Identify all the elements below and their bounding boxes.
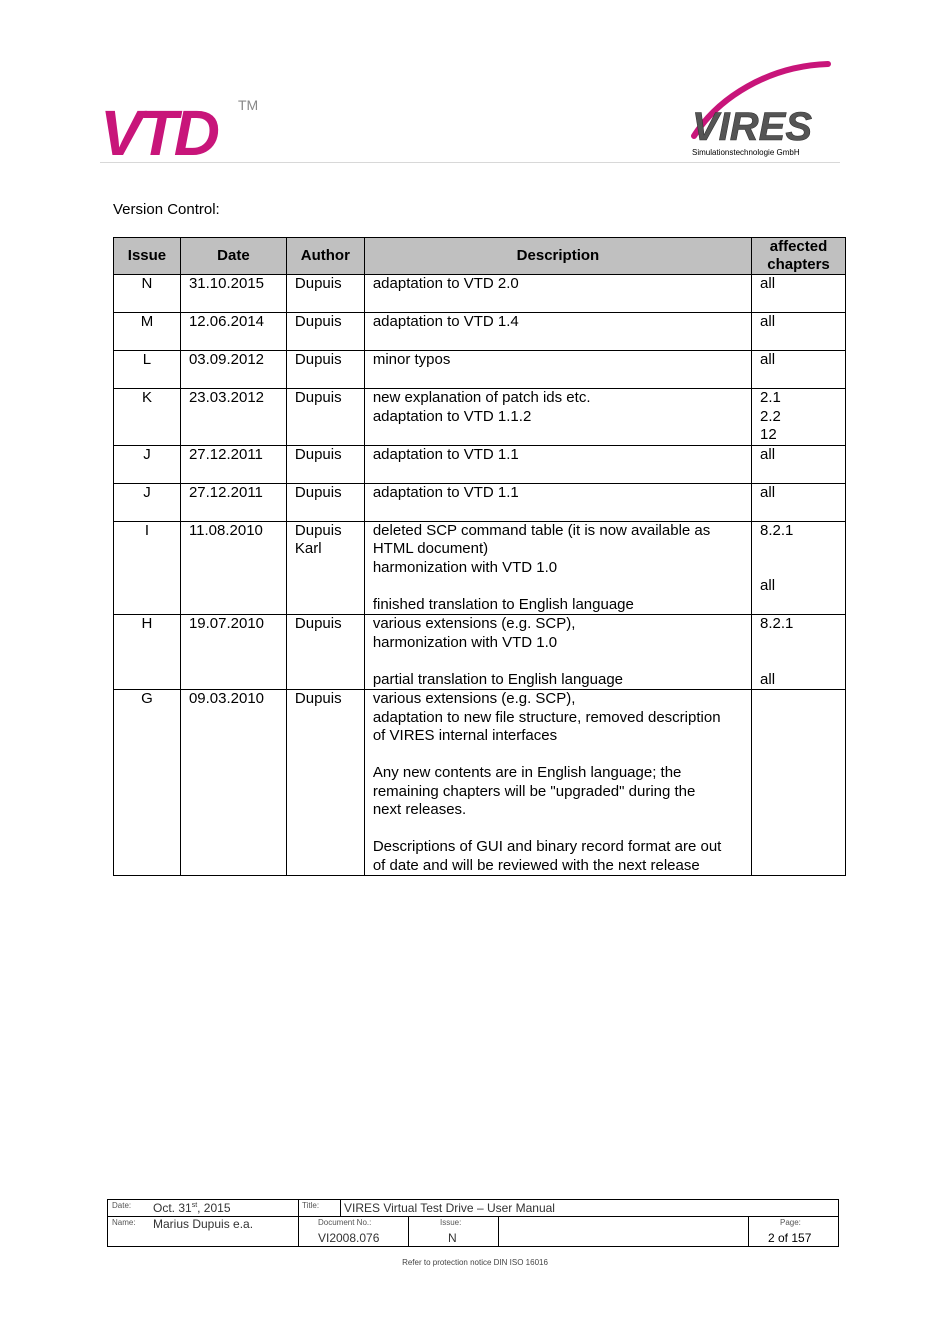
col-header-author: Author	[286, 238, 364, 275]
cell-description-line: new explanation of patch ids etc.	[372, 389, 591, 406]
cell-description	[364, 389, 751, 446]
cell-description	[364, 521, 751, 615]
cell-date: 23.03.2012	[180, 389, 286, 446]
footer-divider	[298, 1217, 299, 1246]
cell-author	[286, 351, 364, 389]
table-row	[114, 389, 846, 446]
header-divider	[100, 162, 840, 163]
footer-divider	[498, 1217, 499, 1246]
cell-chapters-line	[760, 596, 837, 615]
footer-date-value: Oct. 31st, 2015	[153, 1201, 231, 1215]
cell-author-line: Dupuis	[294, 445, 342, 463]
cell-chapters	[752, 483, 846, 521]
cell-author	[286, 313, 364, 351]
cell-description-line	[373, 577, 743, 596]
cell-chapters-line	[760, 652, 837, 671]
footer-issue-label: Issue:	[440, 1218, 462, 1227]
table-body	[114, 275, 846, 876]
footer-name-label: Name:	[112, 1218, 136, 1227]
cell-description-line: adaptation to VTD 2.0	[372, 275, 519, 292]
cell-chapters-line: 2.1	[760, 389, 781, 406]
cell-description-line: adaptation to VTD 1.1	[372, 483, 519, 501]
table-row	[114, 445, 846, 483]
footer-name-value: Marius Dupuis e.a.	[153, 1217, 254, 1231]
cell-author-line: Dupuis	[294, 615, 342, 632]
cell-chapters-line: all	[760, 313, 776, 330]
cell-author	[286, 483, 364, 521]
vires-logo	[688, 58, 838, 148]
cell-date: 12.06.2014	[180, 313, 286, 351]
footer-date-label: Date:	[112, 1201, 132, 1210]
cell-author-line: Dupuis	[294, 483, 342, 501]
cell-chapters-line: all	[760, 577, 776, 594]
cell-description-line	[373, 820, 743, 839]
cell-date: 27.12.2011	[180, 483, 286, 521]
cell-description-line: harmonization with VTD 1.0	[372, 558, 558, 576]
cell-chapters-line: 8.2.1	[760, 615, 794, 632]
cell-chapters-line	[760, 540, 837, 559]
protection-notice: Refer to protection notice DIN ISO 16016	[402, 1258, 548, 1267]
cell-author-line: Dupuis	[294, 521, 342, 539]
cell-date: 19.07.2010	[180, 615, 286, 690]
table-row	[114, 351, 846, 389]
cell-description	[364, 313, 751, 351]
col-header-chapters: affected chapters	[752, 238, 846, 275]
cell-description-line: adaptation to VTD 1.1.2	[372, 407, 532, 425]
cell-chapters-line: all	[760, 483, 776, 501]
cell-author-line: Dupuis	[294, 389, 342, 406]
cell-description-line: deleted SCP command table (it is now available as	[372, 521, 711, 539]
cell-date: 27.12.2011	[180, 445, 286, 483]
cell-author-line: Dupuis	[294, 351, 342, 368]
cell-description	[364, 275, 751, 313]
cell-chapters-line: 2.2	[760, 407, 781, 425]
footer-title-label: Title:	[302, 1201, 320, 1210]
footer-divider	[340, 1200, 341, 1216]
table-row	[114, 313, 846, 351]
table-row	[114, 521, 846, 615]
cell-author-line: Dupuis	[294, 275, 342, 292]
footer-page-label: Page:	[780, 1218, 801, 1227]
cell-description-line: various extensions (e.g. SCP),	[372, 615, 576, 632]
cell-description-line: Any new contents are in English language; the	[372, 764, 682, 781]
cell-author	[286, 389, 364, 446]
cell-description-line: minor typos	[372, 351, 451, 368]
cell-chapters-line: all	[760, 670, 776, 688]
vtd-logo-text: VTD	[100, 97, 216, 169]
cell-chapters	[752, 615, 846, 690]
cell-description-line: adaptation to new file structure, removed description	[372, 708, 721, 726]
document-footer	[107, 1199, 839, 1247]
cell-chapters-line: all	[760, 445, 776, 463]
cell-chapters	[752, 445, 846, 483]
cell-chapters	[752, 521, 846, 615]
footer-divider	[748, 1217, 749, 1246]
cell-issue: J	[114, 483, 181, 521]
cell-description	[364, 615, 751, 690]
cell-chapters-line: all	[760, 275, 776, 292]
col-header-issue: Issue	[114, 238, 181, 275]
cell-issue: H	[114, 615, 181, 690]
table-row	[114, 275, 846, 313]
cell-author-line: Karl	[294, 540, 322, 557]
cell-chapters	[752, 275, 846, 313]
footer-divider	[408, 1217, 409, 1246]
cell-description-line: partial translation to English language	[372, 670, 624, 688]
vires-logo-text: VIRES	[692, 105, 813, 149]
footer-docno-label: Document No.:	[318, 1218, 372, 1227]
cell-chapters-line: all	[760, 351, 776, 368]
cell-description	[364, 351, 751, 389]
cell-author	[286, 615, 364, 690]
footer-issue-value: N	[448, 1231, 457, 1245]
section-title: Version Control:	[113, 201, 220, 218]
cell-description-line: adaptation to VTD 1.4	[372, 313, 519, 330]
cell-chapters	[752, 389, 846, 446]
cell-date: 03.09.2012	[180, 351, 286, 389]
cell-description-line	[373, 652, 743, 671]
footer-docno-value: VI2008.076	[318, 1231, 380, 1245]
col-header-description: Description	[364, 238, 751, 275]
cell-description-line: finished translation to English language	[372, 595, 634, 613]
cell-author	[286, 445, 364, 483]
vires-subtitle: Simulationstechnologie GmbH	[692, 148, 800, 157]
cell-description	[364, 483, 751, 521]
cell-chapters	[752, 313, 846, 351]
table-row	[114, 483, 846, 521]
col-header-date: Date	[180, 238, 286, 275]
cell-chapters-line	[760, 634, 837, 653]
cell-chapters	[752, 351, 846, 389]
cell-chapters-line	[760, 559, 837, 578]
cell-date: 11.08.2010	[180, 521, 286, 615]
cell-author	[286, 690, 364, 876]
cell-description-line: various extensions (e.g. SCP),	[372, 690, 576, 707]
vtd-logo	[100, 95, 259, 169]
cell-issue: J	[114, 445, 181, 483]
footer-title-value: VIRES Virtual Test Drive – User Manual	[344, 1201, 555, 1215]
footer-page-value: 2 of 157	[768, 1231, 812, 1245]
cell-description-line: next releases.	[372, 801, 467, 818]
cell-description	[364, 690, 751, 876]
cell-author-line: Dupuis	[294, 690, 342, 707]
cell-issue: N	[114, 275, 181, 313]
cell-description-line: harmonization with VTD 1.0	[372, 633, 558, 651]
cell-date: 31.10.2015	[180, 275, 286, 313]
table-row	[114, 690, 846, 876]
cell-description-line: adaptation to VTD 1.1	[372, 445, 519, 463]
cell-author	[286, 521, 364, 615]
cell-author-line: Dupuis	[294, 313, 342, 330]
page-header	[0, 0, 950, 170]
cell-issue: G	[114, 690, 181, 876]
version-control-table	[113, 237, 846, 876]
cell-description-line	[373, 746, 743, 765]
cell-description-line: of date and will be reviewed with the next release	[372, 856, 700, 874]
cell-description-line: remaining chapters will be "upgraded" during the	[372, 782, 696, 800]
table-header-row	[114, 238, 846, 275]
cell-chapters-line: 12	[760, 426, 777, 443]
cell-issue: L	[114, 351, 181, 389]
cell-date: 09.03.2010	[180, 690, 286, 876]
cell-issue: M	[114, 313, 181, 351]
vtd-tm-mark: TM	[238, 97, 259, 113]
cell-description	[364, 445, 751, 483]
footer-divider	[298, 1200, 299, 1216]
cell-description-line: Descriptions of GUI and binary record format are out	[372, 838, 722, 855]
cell-issue: I	[114, 521, 181, 615]
cell-description-line: HTML document)	[372, 540, 489, 557]
cell-author	[286, 275, 364, 313]
cell-chapters	[752, 690, 846, 876]
cell-issue: K	[114, 389, 181, 446]
cell-chapters-line: 8.2.1	[760, 521, 794, 539]
cell-description-line: of VIRES internal interfaces	[372, 727, 558, 744]
table-row	[114, 615, 846, 690]
